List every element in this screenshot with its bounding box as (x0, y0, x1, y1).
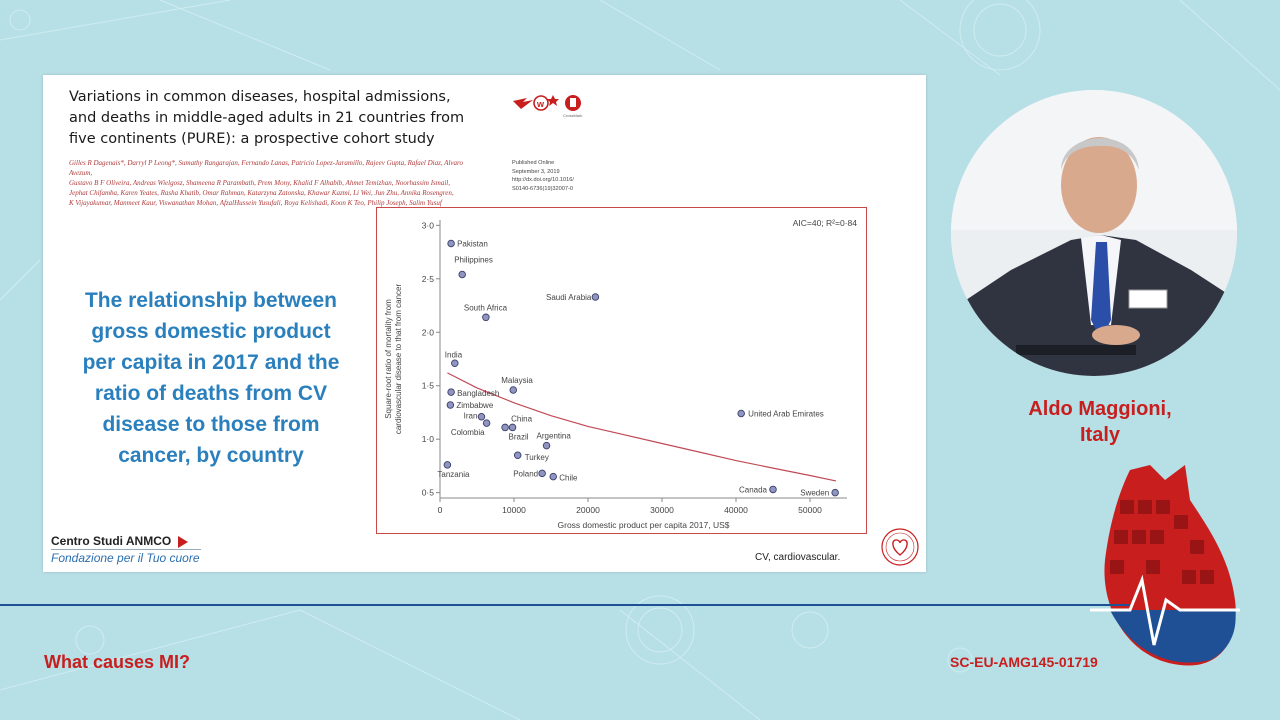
chart-frame (376, 207, 867, 534)
pub-line: S0140-6736(19)32007-0 (512, 185, 573, 192)
point-tanzania (444, 462, 451, 469)
y-tick-label: 2·0 (421, 327, 434, 338)
pub-line: Published Online (512, 160, 555, 166)
point-malaysia (510, 387, 517, 394)
point-label: South Africa (463, 303, 508, 313)
chart-footnote: CV, cardiovascular. (755, 552, 841, 563)
lancet-bird-icon (513, 98, 533, 109)
heart-seal-icon (880, 527, 920, 567)
y-tick-label: 0·5 (421, 487, 434, 498)
speaker-video (951, 90, 1237, 376)
y-tick-label: 1·0 (421, 434, 434, 445)
x-tick-label: 50000 (798, 505, 822, 515)
author-line: Gilles R Dagenais*, Darryl P Leong*, Sumathy Rangarajan, Fernando Lanas, Patricio Lopez-Jaramillo, Rajeev Gupta, Rafael Diaz, Alvaro Avezum, (69, 159, 463, 177)
paper-title-line: Variations in common diseases, hospital admissions, (69, 89, 451, 105)
point-brazil (509, 424, 516, 431)
point-label: Canada (738, 485, 767, 495)
caption-line: disease to those from (102, 413, 320, 436)
point-turkey (514, 452, 521, 459)
caption-line: The relationship between (84, 289, 338, 312)
speaker-name-line: Aldo Maggioni, (1028, 398, 1172, 420)
point-argentina (543, 442, 550, 449)
point-chile (550, 473, 557, 480)
point-bangladesh (448, 389, 455, 396)
point-colombia (483, 420, 490, 427)
brand-subtitle: Fondazione per il Tuo cuore (51, 551, 200, 565)
paper-title-line: five continents (PURE): a prospective cohort study (69, 131, 435, 147)
x-tick-label: 20000 (576, 505, 600, 515)
author-list (69, 158, 479, 208)
point-label: Argentina (536, 431, 571, 441)
caption-line: cancer, by country (118, 444, 304, 467)
anmco-branding (51, 534, 200, 565)
point-label: China (511, 414, 533, 424)
point-label: Turkey (524, 453, 549, 463)
journal-logos (513, 89, 593, 124)
y-tick-label: 3·0 (421, 220, 434, 231)
x-axis-label: Gross domestic product per capita 2017, US$ (557, 520, 730, 530)
point-iran (478, 413, 485, 420)
point-label: Philippines (454, 255, 493, 265)
point-saudi-arabia (592, 294, 599, 301)
y-tick-label: 1·5 (421, 380, 434, 391)
author-line: Jephat Chifamba, Karen Yeates, Rasha Khatib, Omar Rahman, Katarzyna Zatonska, Khawar Kazmi, Li Wei, Jun Zhu, Annika Rosengren, (69, 189, 454, 197)
point-pakistan (448, 240, 455, 247)
paper-title-line: and deaths in middle-aged adults in 21 countries from (69, 110, 465, 126)
reference-code: SC-EU-AMG145-01719 (950, 654, 1098, 670)
point-label: Iran (463, 411, 478, 421)
point-sweden (832, 489, 839, 496)
speaker-figure (951, 90, 1237, 376)
crossmark-label: CrossMark (563, 113, 583, 118)
point-label: Chile (559, 473, 578, 483)
point-label: Sweden (800, 488, 830, 498)
point-label: Brazil (508, 432, 529, 442)
x-tick-label: 0 (437, 505, 443, 515)
point-poland (539, 470, 546, 477)
session-title: What causes MI? (44, 652, 191, 672)
point-south-africa (483, 314, 490, 321)
point-label: Bangladesh (457, 389, 500, 399)
star-cursor-icon (547, 95, 559, 106)
caption-line: gross domestic product (91, 320, 331, 343)
scatter-chart (377, 208, 866, 533)
svg-text:w: w (537, 99, 545, 109)
y-axis-label (384, 284, 403, 435)
arrow-right-icon (178, 536, 188, 548)
caption-line: ratio of deaths from CV (94, 382, 328, 405)
publication-info (512, 159, 632, 193)
point-zimbabwe (447, 402, 454, 409)
point-label: Zimbabwe (456, 400, 494, 410)
point-label: Colombia (450, 428, 485, 438)
point-united-arab-emirates (738, 410, 745, 417)
x-tick-label: 10000 (502, 505, 526, 515)
slide-panel (43, 75, 926, 572)
author-line: K Vijayakumar, Manmeet Kaur, Viswanathan Mohan, AfzalHussein Yusufali, Roya Kelishadi, Koon K Teo, Philip Joseph, Salim Yusuf (69, 199, 442, 207)
slide-caption (63, 285, 359, 471)
y-axis-label-line: cardiovascular disease to that from cancer (394, 283, 403, 435)
point-label: Pakistan (457, 239, 488, 249)
brand-name: Centro Studi ANMCO (51, 534, 172, 548)
point-philippines (459, 271, 466, 278)
y-axis-label-line: Square-root ratio of mortality from (384, 299, 393, 419)
fit-annotation: AIC=40; R²=0·84 (792, 218, 857, 228)
author-line: Gustavo B F Oliveira, Andreas Wielgosz, Shameena R Parambath, Prem Mony, Khalid F Alhabib, Ahmet Temizhan, Noorhassim Ismail, (69, 179, 450, 187)
point-label: Poland (513, 469, 539, 479)
point-china (502, 424, 509, 431)
heart-logo (1090, 460, 1240, 670)
point-label: Malaysia (501, 376, 533, 386)
point-label: Tanzania (437, 469, 470, 479)
speaker-name (1000, 396, 1200, 448)
footer-divider (0, 604, 1130, 606)
point-india (452, 360, 459, 367)
x-tick-label: 30000 (650, 505, 674, 515)
point-label: United Arab Emirates (748, 409, 824, 419)
pub-line: http://dx.doi.org/10.1016/ (512, 177, 574, 183)
y-tick-label: 2·5 (421, 273, 434, 284)
point-label: India (444, 350, 463, 360)
point-canada (770, 486, 777, 493)
pub-line: September 3, 2019 (512, 168, 560, 175)
caption-line: per capita in 2017 and the (82, 351, 340, 374)
speaker-country: Italy (1079, 424, 1121, 446)
x-tick-label: 40000 (724, 505, 748, 515)
paper-title (69, 87, 479, 150)
point-label: Saudi Arabia (546, 292, 592, 302)
